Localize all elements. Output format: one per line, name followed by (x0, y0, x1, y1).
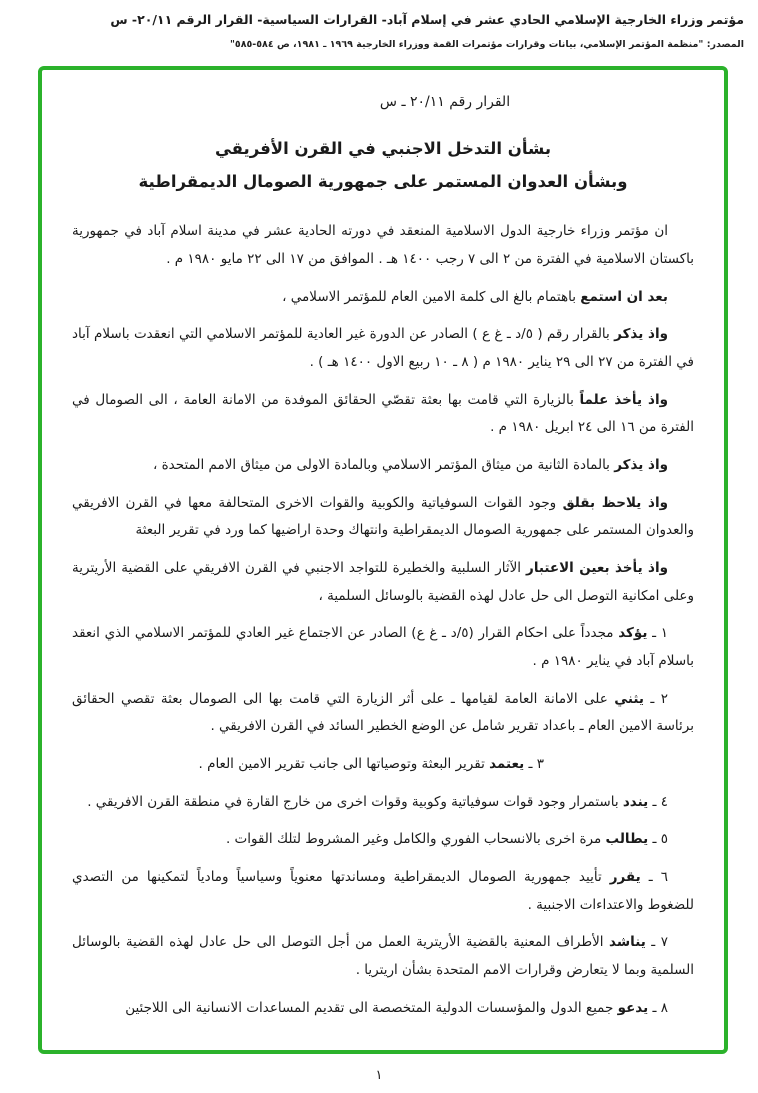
paragraph-clause (72, 490, 694, 545)
page-footer (0, 1060, 758, 1093)
operative-item-6 (72, 864, 694, 919)
paragraph-text: مرة اخرى بالانسحاب الفوري والكامل وغير المشروط لتلك القوات . (225, 831, 602, 848)
document-body (72, 218, 694, 1022)
paragraph-lead: يندد (622, 793, 649, 810)
operative-item-3 (72, 751, 694, 779)
resolution-number-row (72, 94, 694, 110)
item-number: ٨ ـ (652, 999, 668, 1016)
operative-item-8 (72, 995, 694, 1023)
paragraph-lead: يطالب (605, 831, 649, 848)
paragraph-lead: يقرر (609, 869, 641, 886)
paragraph-lead: يعتمد (489, 756, 525, 772)
paragraph-lead: واذ يأخذ علماً (579, 391, 668, 408)
paragraph-text: تقرير البعثة وتوصياتها الى جانب تقرير الامين العام . (198, 756, 485, 772)
item-number: ١ ـ (652, 625, 668, 642)
operative-item-1 (72, 620, 694, 675)
paragraph-lead: يدعو (617, 999, 649, 1016)
document-header (0, 0, 758, 56)
paragraph-text: مجدداً على احكام القرار (٥/د ـ غ ع) الصادر عن الاجتماع غير العادي للمؤتمر الاسلامي الذي انعقد باسلام آباد في يناير ١٩٨٠ م . (72, 625, 694, 669)
paragraph-clause (72, 555, 694, 610)
paragraph-text: وجود القوات السوفياتية والكوبية والقوات الاخرى المتحالفة معها في القرن الافريقي والعدوان المستمر على جمهورية الصومال الديمقراطية وانتهاك وحدة اراضيها كما ورد في تقرير البعثة (72, 494, 694, 539)
operative-item-7 (72, 929, 694, 984)
paragraph-text: جميع الدول والمؤسسات الدولية المتخصصة الى تقديم المساعدات الانسانية الى اللاجئين (125, 999, 614, 1016)
paragraph-preamble (72, 218, 694, 273)
title-line-2: وبشأن العدوان المستمر على جمهورية الصومال الديمقراطية (138, 172, 628, 192)
operative-item-5 (72, 826, 694, 854)
paragraph-text: على الامانة العامة لقيامها ـ على أثر الزيارة التي قامت بها الى الصومال بعثة تقصي الحقائق برئاسة الامين العام ـ باعداد تقرير شامل عن الوضع الخطير السائد في القرن الافريقي . (72, 690, 694, 735)
item-number: ٤ ـ (652, 793, 668, 810)
paragraph-lead: واذ يأخذ بعين الاعتبار (526, 559, 668, 576)
paragraph-text: الأطراف المعنية بالقضية الأريترية العمل من أجل التوصل الى حل عادل لهذه القضية بالوسائل السلمية وبما لا يتعارض وقرارات الامم المتحدة بشأن اريتريا . (72, 934, 694, 979)
resolution-number: القرار رقم ٢٠/١١ ـ س (379, 94, 511, 111)
operative-item-2 (72, 686, 694, 741)
paragraph-clause (72, 284, 694, 312)
paragraph-lead: يناشد (609, 934, 646, 951)
paragraph-lead: واذ يذكر (614, 456, 668, 473)
paragraph-lead: يؤكد (618, 625, 648, 642)
page-number: ١ (375, 1068, 383, 1084)
paragraph-clause (72, 452, 694, 480)
paragraph-clause (72, 321, 694, 376)
paragraph-text: ان مؤتمر وزراء خارجية الدول الاسلامية المنعقد في دورته الحادية عشر في مدينة اسلام آباد في جمهورية باكستان الاسلامية في الفترة من ٢ الى ٧ رجب ١٤٠٠ هـ . الموافق من ١٧ الى ٢٢ مايو ١٩٨٠ م . (72, 223, 694, 267)
header-title: مؤتمر وزراء الخارجية الإسلامي الحادي عشر في إسلام آباد- القرارات السياسية- القرار الرقم ٢٠/١١- س (110, 12, 744, 27)
paragraph-text: باهتمام بالغ الى كلمة الامين العام للمؤتمر الاسلامي ، (282, 288, 576, 305)
header-source: المصدر: "منظمة المؤتمر الإسلامي، بيانات وقرارات مؤتمرات القمة ووزراء الخارجية ١٩٦٩ ـ ١٩٨١، ص ٥٨٤-٥٨٥" (229, 39, 744, 50)
item-number: ٦ ـ (648, 869, 668, 886)
paragraph-text: بالمادة الثانية من ميثاق المؤتمر الاسلامي وبالمادة الاولى من ميثاق الامم المتحدة ، (152, 456, 610, 473)
item-number: ٧ ـ (651, 934, 668, 951)
paragraph-text: بالقرار رقم ( ٥/د ـ غ ع ) الصادر عن الدورة غير العادية للمؤتمر الاسلامي التي انعقدت باسلام آباد في الفترة من ٢٧ الى ٢٩ يناير ١٩٨٠ م ( ٨ ـ ١٠ ربيع الاول ١٤٠٠ هـ ) . (72, 326, 694, 370)
paragraph-text: باستمرار وجود قوات سوفياتية وكوبية وقوات اخرى من خارج القارة في منطقة القرن الافريقي . (87, 793, 619, 810)
paragraph-clause (72, 387, 694, 442)
item-number: ٥ ـ (652, 831, 668, 848)
operative-item-4 (72, 789, 694, 817)
paragraph-lead: يثني (614, 690, 644, 707)
document-frame (38, 66, 728, 1054)
paragraph-lead: بعد ان استمع (580, 288, 668, 305)
paragraph-lead: واذ يلاحظ بقلق (562, 494, 668, 511)
paragraph-lead: واذ يذكر (614, 326, 669, 343)
document-title (72, 132, 694, 198)
paragraph-text: تأييد جمهورية الصومال الديمقراطية ومساندتها معنوياً وسياسياً ومادياً لتمكينها من التصدي للضغوط والاعتداءات الاجنبية . (72, 869, 694, 913)
paragraph-text: الآثار السلبية والخطيرة للتواجد الاجنبي في القرن الافريقي على القضية الأريترية وعلى امكانية التوصل الى حل عادل لهذه القضية بالوسائل السلمية ، (72, 559, 694, 604)
paragraph-text: بالزيارة التي قامت بها بعثة تقصّي الحقائق الموفدة من الامانة العامة ، الى الصومال في الفترة من ١٦ الى ٢٤ ابريل ١٩٨٠ م . (72, 391, 694, 436)
title-line-1: بشأن التدخل الاجنبي في القرن الأفريقي (214, 139, 552, 159)
item-number: ٢ ـ (650, 690, 668, 707)
item-number: ٣ ـ (528, 756, 544, 772)
